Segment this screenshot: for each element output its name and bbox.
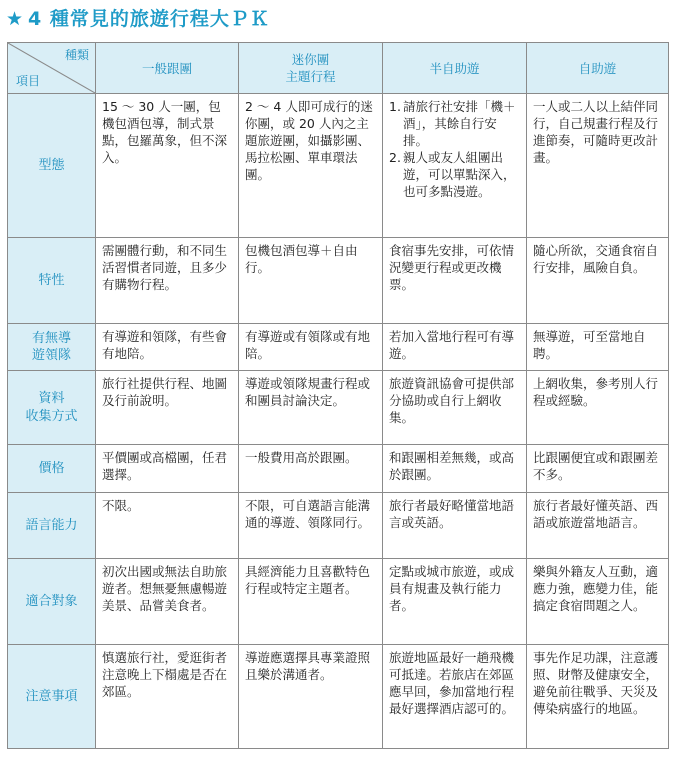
row-label: 注意事項 bbox=[8, 645, 96, 749]
table-cell: 無導遊，可至當地自聘。 bbox=[527, 324, 669, 371]
corner-bottom-label: 項目 bbox=[16, 74, 41, 88]
table-row bbox=[8, 445, 669, 493]
table-cell: 一般費用高於跟團。 bbox=[239, 445, 383, 493]
table-cell: 包機包酒包導＋自由行。 bbox=[239, 238, 383, 324]
column-header: 一般跟團 bbox=[96, 43, 239, 94]
row-label-line: 收集方式 bbox=[25, 408, 78, 424]
column-header: 自助遊 bbox=[527, 43, 669, 94]
list-number: 2. bbox=[389, 150, 401, 165]
table-cell bbox=[383, 94, 527, 238]
list-text: 請旅行社安排「機＋酒」，其餘自行安排。 bbox=[403, 99, 516, 148]
column-header-line: 迷你團 bbox=[291, 52, 330, 67]
page-title bbox=[6, 4, 270, 32]
table-cell: 有導遊和領隊，有些會有地陪。 bbox=[96, 324, 239, 371]
comparison-table bbox=[7, 42, 669, 749]
table-cell: 初次出國或無法自助旅遊者。想無憂無慮暢遊美景、品嘗美食者。 bbox=[96, 559, 239, 645]
table-row bbox=[8, 324, 669, 371]
table-cell: 事先作足功課，注意護照、財幣及健康安全，避免前往戰爭、天災及傳染病盛行的地區。 bbox=[527, 645, 669, 749]
table-cell: 導遊或領隊規畫行程或和團員討論決定。 bbox=[239, 371, 383, 445]
table-cell: 隨心所欲，交通食宿自行安排，風險自負。 bbox=[527, 238, 669, 324]
row-label-line: 有無導 bbox=[31, 331, 71, 346]
column-header-line: 主題行程 bbox=[285, 69, 336, 84]
row-label: 特性 bbox=[8, 238, 96, 324]
table-cell: 上網收集，參考別人行程或經驗。 bbox=[527, 371, 669, 445]
row-label bbox=[8, 371, 96, 445]
row-label bbox=[8, 324, 96, 371]
list-text: 親人或友人組團出遊，可以單點深入，也可多點漫遊。 bbox=[403, 150, 516, 199]
table-cell: 旅遊地區最好一趟飛機可抵達。若旅店在郊區應早回，參加當地行程最好選擇酒店認可的。 bbox=[383, 645, 527, 749]
table-cell: 若加入當地行程可有導遊。 bbox=[383, 324, 527, 371]
table-cell: 和跟團相差無幾，或高於跟團。 bbox=[383, 445, 527, 493]
table-cell: 食宿事先安排，可依情況變更行程或更改機票。 bbox=[383, 238, 527, 324]
list-item bbox=[389, 98, 520, 149]
table-row bbox=[8, 371, 669, 445]
table-cell: 具經濟能力且喜歡特色行程或特定主題者。 bbox=[239, 559, 383, 645]
table-cell: 不限，可自選語言能溝通的導遊、領隊同行。 bbox=[239, 493, 383, 559]
table-cell: 導遊應選擇具專業證照且樂於溝通者。 bbox=[239, 645, 383, 749]
table-cell: 一人或二人以上結伴同行，自己規畫行程及行進節奏，可隨時更改計畫。 bbox=[527, 94, 669, 238]
title-text: 4 種常見的旅遊行程大ＰＫ bbox=[28, 8, 270, 30]
table-cell: 旅行社提供行程、地圖及行前說明。 bbox=[96, 371, 239, 445]
table-cell: 樂與外籍友人互動，適應力強，應變力佳，能搞定食宿問題之人。 bbox=[527, 559, 669, 645]
table-cell: 2 ～ 4 人即可成行的迷你團，或 20 人內之主題旅遊團，如攝影團、馬拉松團、單車環法團。 bbox=[239, 94, 383, 238]
numbered-list bbox=[389, 98, 520, 200]
table-cell: 15 ～ 30 人一團，包機包酒包導，制式景點，包羅萬象，但不深入。 bbox=[96, 94, 239, 238]
row-label: 型態 bbox=[8, 94, 96, 238]
table-cell: 旅行者最好略懂當地語言或英語。 bbox=[383, 493, 527, 559]
row-label-line: 遊領隊 bbox=[31, 348, 71, 363]
column-header: 半自助遊 bbox=[383, 43, 527, 94]
row-label: 適合對象 bbox=[8, 559, 96, 645]
table-cell: 平價團或高檔團，任君選擇。 bbox=[96, 445, 239, 493]
table-row bbox=[8, 645, 669, 749]
row-label: 價格 bbox=[8, 445, 96, 493]
column-header bbox=[239, 43, 383, 94]
corner-top-label: 種類 bbox=[64, 48, 89, 62]
table-cell: 有導遊或有領隊或有地陪。 bbox=[239, 324, 383, 371]
star-icon: ★ bbox=[6, 8, 25, 30]
corner-cell bbox=[8, 43, 96, 94]
row-label: 語言能力 bbox=[8, 493, 96, 559]
table-cell: 需團體行動，和不同生活習慣者同遊，且多少有購物行程。 bbox=[96, 238, 239, 324]
list-item bbox=[389, 149, 520, 200]
table-cell: 定點或城市旅遊，或成員有規畫及執行能力者。 bbox=[383, 559, 527, 645]
table-cell: 旅行者最好懂英語、西語或旅遊當地語言。 bbox=[527, 493, 669, 559]
table-cell: 旅遊資訊協會可提供部分協助或自行上網收集。 bbox=[383, 371, 527, 445]
table-row bbox=[8, 493, 669, 559]
list-number: 1. bbox=[389, 99, 401, 114]
row-label-line: 資料 bbox=[38, 390, 65, 406]
table-row bbox=[8, 238, 669, 324]
table-cell: 不限。 bbox=[96, 493, 239, 559]
header-row bbox=[8, 43, 669, 94]
table-cell: 比跟團便宜或和跟團差不多。 bbox=[527, 445, 669, 493]
table-row bbox=[8, 559, 669, 645]
table-cell: 慎選旅行社，愛逛街者注意晚上下榻處是否在郊區。 bbox=[96, 645, 239, 749]
table-row bbox=[8, 94, 669, 238]
